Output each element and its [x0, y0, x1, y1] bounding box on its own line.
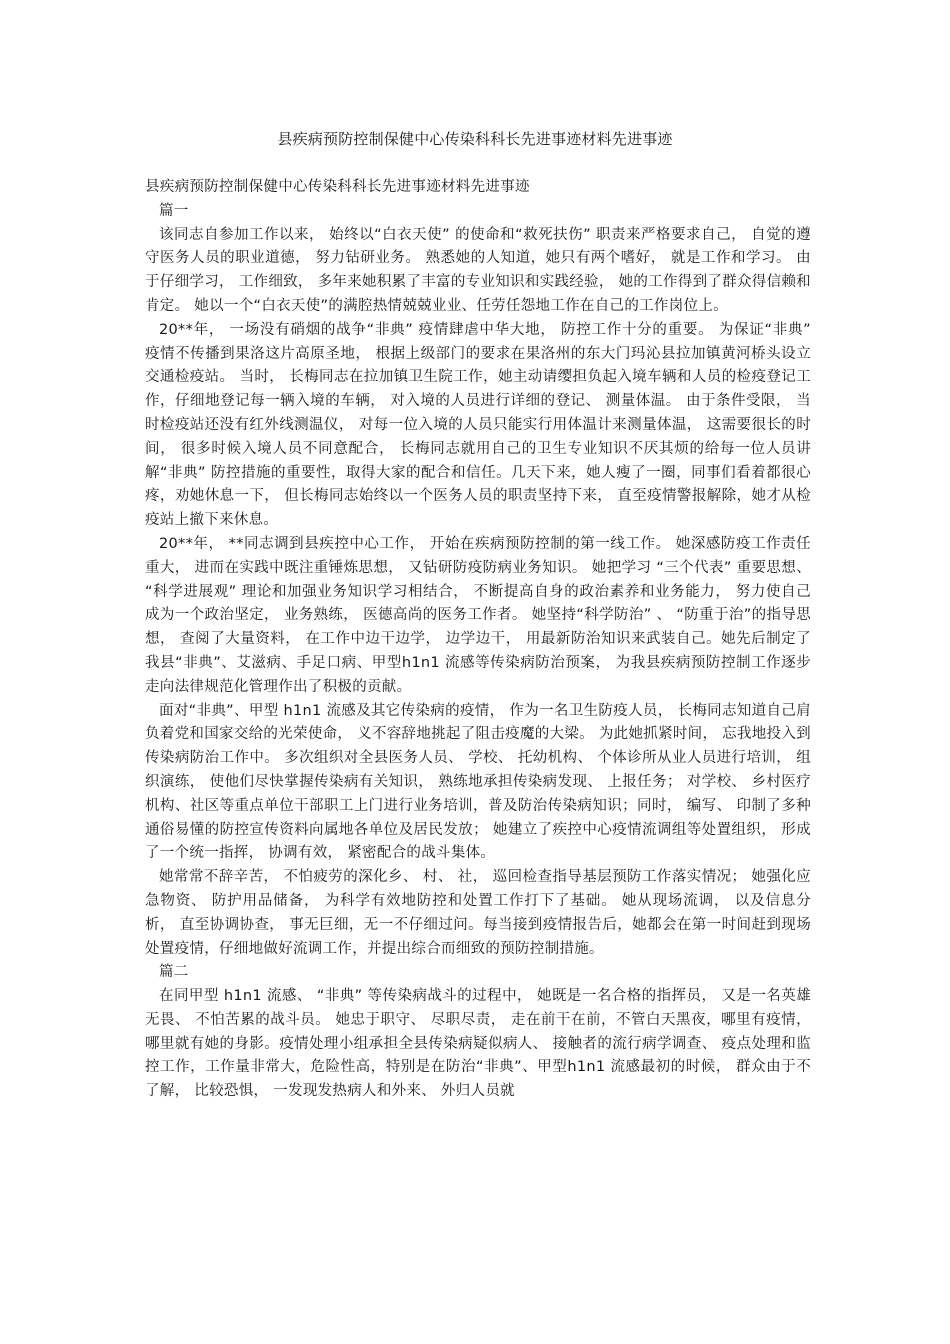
paragraph: 20**年， 一场没有硝烟的战争“非典” 疫情肆虐中华大地， 防控工作十分的重要。 为保证“非典” 疫情不传播到果洛这片高原圣地， 根据上级部门的要求在果洛州的东大门玛沁县拉加镇黄河桥头设立交通检疫站。 当时， 长梅同志在拉加镇卫生院工作，她主动请缨担负起入境车辆和人员的检疫登记工作，仔细地登记每一辆入境的车辆， 对入境的人员进行详细的登记、 测量体温。 由于条件受限， 当时检疫站还没有红外线测温仪， 对每一位入境的人员只能实行用体温计来测量体温， 这需要很长的时间， 很多时候入境人员不同意配合， 长梅同志就用自己的卫生专业知识不厌其烦的给每一位人员讲解“非典” 防控措施的重要性，取得大家的配合和信任。几天下来，她人瘦了一圈，同事们看着都很心疼，劝她休息一下， 但长梅同志始终以一个医务人员的职责坚持下来， 直至疫情警报解除，她才从检疫站上撤下来休息。	[145, 321, 811, 529]
document-body	[145, 176, 811, 1104]
document-subtitle: 县疾病预防控制保健中心传染科科长先进事迹材料先进事迹	[145, 179, 530, 195]
section-heading-two: 篇二	[159, 964, 189, 981]
paragraph: 她常常不辞辛苦， 不怕疲劳的深化乡、 村、 社， 巡回检查指导基层预防工作落实情况； 她强化应急物资、 防护用品储备， 为科学有效地防控和处置工作打下了基础。 她从现场流调， 以及信息分析， 直至协调协查， 事无巨细，无一不仔细过问。每当接到疫情报告后，她都会在第一时间赶到现场处置疫情，仔细地做好流调工作，并提出综合而细致的预防控制措施。	[145, 869, 811, 957]
section-heading-one: 篇一	[159, 202, 189, 219]
paragraph: 该同志自参加工作以来， 始终以“白衣天使” 的使命和“救死扶伤” 职责来严格要求自己， 自觉的遵守医务人员的职业道德， 努力钻研业务。 熟悉她的人知道，她只有两个嗜好， 就是工作和学习。 由于仔细学习， 工作细致， 多年来她积累了丰富的专业知识和实践经验， 她的工作得到了群众得信赖和肯定。 她以一个“白衣天使”的满腔热情兢兢业业、任劳任怨地工作在自己的工作岗位上。	[145, 226, 811, 314]
paragraph: 在同甲型 h1n1 流感、 “非典” 等传染病战斗的过程中， 她既是一名合格的指挥员， 又是一名英雄无畏、 不怕苦累的战斗员。 她忠于职守、 尽职尽责， 走在前干在前，不管白天黑夜，哪里有疫情，哪里就有她的身影。疫情处理小组承担全县传染病疑似病人、 接触者的流行病学调查、 疫点处理和监控工作，工作量非常大，危险性高，特别是在防治“非典”、甲型h1n1 流感最初的时候， 群众由于不了解， 比较恐惧， 一发现发热病人和外来、 外归人员就	[145, 988, 811, 1100]
paragraph: 20**年， **同志调到县疾控中心工作， 开始在疾病预防控制的第一线工作。 她深感防疫工作责任重大， 进而在实践中既注重锤炼思想， 又钻研防疫防病业务知识。 她把学习 “三个代表” 重要思想、 “科学进展观” 理论和加强业务知识学习相结合， 不断提高自身的政治素养和业务能力， 努力使自己成为一个政治坚定， 业务熟练， 医德高尚的医务工作者。 她坚持“科学防治” 、 “防重于治”的指导思想， 查阅了大量资料， 在工作中边干边学， 边学边干， 用最新防治知识来武装自己。她先后制定了我县“非典”、艾滋病、手足口病、甲型h1n1 流感等传染病防治预案， 为我县疾病预防控制工作逐步走向法律规范化管理作出了积极的贡献。	[145, 535, 811, 695]
page-title: 县疾病预防控制保健中心传染科科长先进事迹材料先进事迹	[277, 130, 673, 148]
paragraph: 面对“非典”、甲型 h1n1 流感及其它传染病的疫情， 作为一名卫生防疫人员， 长梅同志知道自己肩负着党和国家交给的光荣使命， 义不容辞地挑起了阻击疫魔的大梁。 为此她抓紧时间， 忘我地投入到传染病防治工作中。 多次组织对全县医务人员、 学校、 托幼机构、 个体诊所从业人员进行培训， 组织演练， 使他们尽快掌握传染病有关知识， 熟练地承担传染病发现、 上报任务； 对学校、 乡村医疗机构、社区等重点单位干部职工上门进行业务培训，普及防治传染病知识；同时， 编写、 印制了多种通俗易懂的防控宣传资料向属地各单位及居民发放； 她建立了疾控中心疫情流调组等处置组织， 形成了一个统一指挥， 协调有效， 紧密配合的战斗集体。	[145, 702, 811, 862]
